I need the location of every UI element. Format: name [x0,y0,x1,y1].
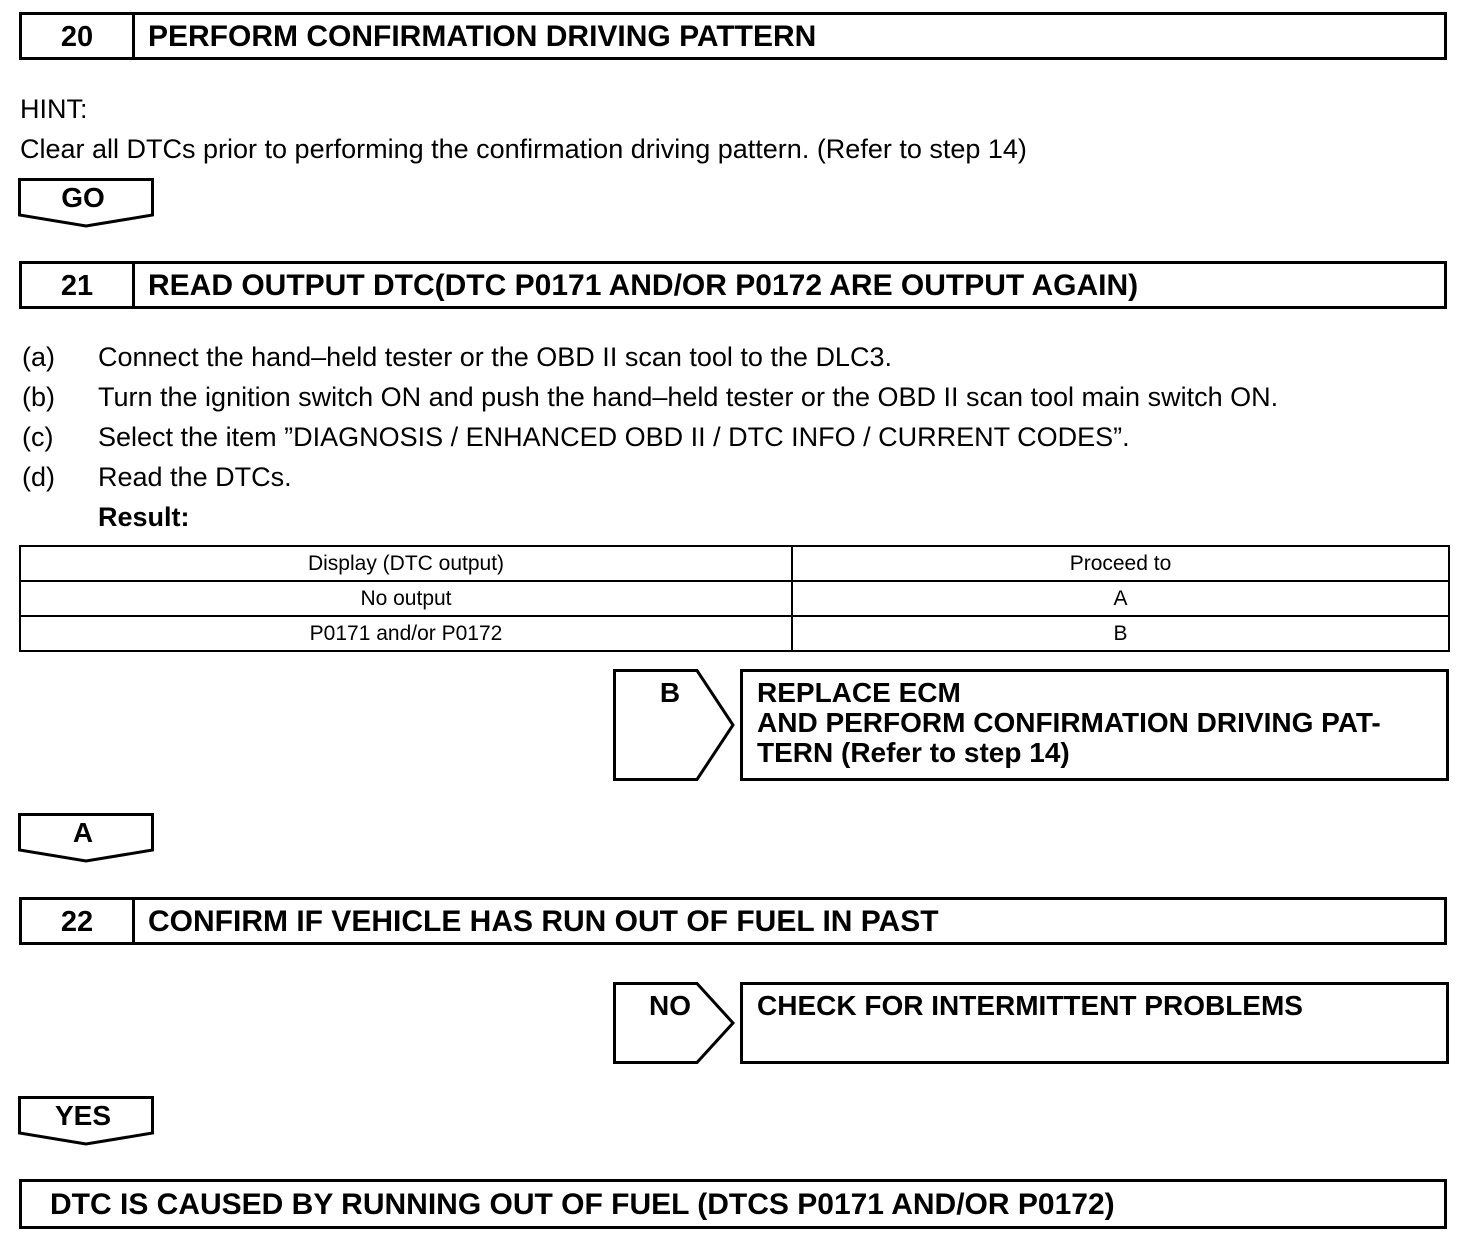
table-cell: A [792,581,1449,616]
result-line: AND PERFORM CONFIRMATION DRIVING PAT- [757,707,1381,738]
result-line: TERN (Refer to step 14) [757,737,1070,768]
go-tag [18,178,158,234]
table-cell: P0171 and/or P0172 [20,616,792,651]
branch-b-label: B [659,677,681,708]
item-text-a: Connect the hand–held tester or the OBD II scan tool to the DLC3. [98,342,892,372]
table-header-row [20,546,1449,581]
item-text-c: Select the item ”DIAGNOSIS / ENHANCED OBD II / DTC INFO / CURRENT CODES”. [98,422,1130,452]
item-label-a: (a) [22,342,55,372]
hint-label: HINT: [20,94,88,124]
step-21-header [19,261,1447,309]
result-label: Result: [98,502,190,532]
step-22-header [19,897,1447,945]
step-20-header [19,12,1447,60]
branch-no-label: NO [649,990,691,1021]
step-title: CONFIRM IF VEHICLE HAS RUN OUT OF FUEL IN PAST [148,905,939,938]
item-text-b: Turn the ignition switch ON and push the hand–held tester or the OBD II scan tool main switch ON. [98,382,1279,412]
table-row [20,581,1449,616]
branch-no-result-text: CHECK FOR INTERMITTENT PROBLEMS [757,990,1303,1021]
item-label-b: (b) [22,382,55,412]
result-line: REPLACE ECM [757,677,961,708]
branch-no-result-box [740,982,1449,1064]
table-header-cell: Proceed to [792,546,1449,581]
result-table [19,545,1450,652]
conclusion-text: DTC IS CAUSED BY RUNNING OUT OF FUEL (DTCS P0171 AND/OR P0172) [50,1188,1115,1221]
conclusion-box [19,1179,1447,1229]
branch-b-result-box [740,669,1449,781]
table-header-cell: Display (DTC output) [20,546,792,581]
step-number: 22 [22,900,135,942]
table-cell: No output [20,581,792,616]
a-tag-label: A [72,817,94,848]
item-label-d: (d) [22,462,55,492]
hint-text: Clear all DTCs prior to performing the confirmation driving pattern. (Refer to step 14) [20,134,1027,164]
table-cell: B [792,616,1449,651]
item-text-d: Read the DTCs. [98,462,292,492]
go-tag-label: GO [61,182,105,213]
yes-tag [18,1096,158,1152]
item-label-c: (c) [22,422,54,452]
branch-b-result-text [757,678,1381,768]
table-row [20,616,1449,651]
step-number: 20 [22,15,135,57]
step-number: 21 [22,264,135,306]
step-title: PERFORM CONFIRMATION DRIVING PATTERN [148,20,817,53]
branch-b-arrow [613,669,737,781]
step-title: READ OUTPUT DTC(DTC P0171 AND/OR P0172 ARE OUTPUT AGAIN) [148,269,1139,302]
yes-tag-label: YES [54,1100,112,1131]
a-tag [18,813,158,869]
branch-no-arrow [613,982,737,1064]
